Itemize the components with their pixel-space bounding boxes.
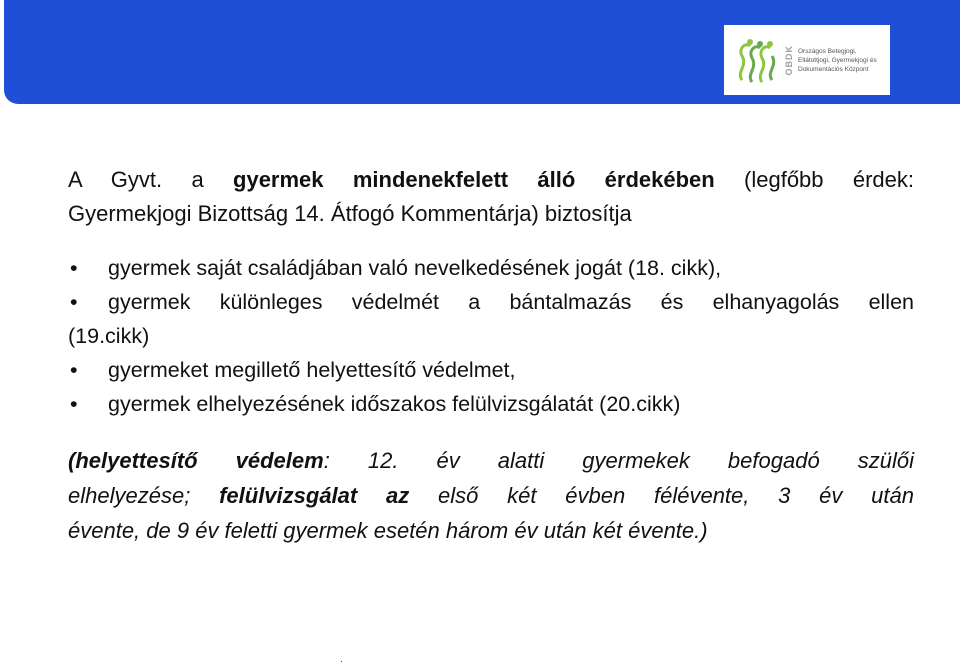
intro-line-1 [68,163,914,197]
bullet-item-3: • gyermeket megillető helyettesítő védelmet, [68,353,914,387]
logo-line-1: Országos Betegjogi, [798,47,857,55]
note-paragraph [68,443,914,548]
logo [724,25,890,95]
intro-line-2: Gyermekjogi Bizottság 14. Átfogó Kommentárja) biztosítja [68,201,632,226]
bullet-item-1: • gyermek saját családjában való nevelkedésének jogát (18. cikk), [68,251,914,285]
note-bold-1: (helyettesítő védelem [68,448,324,473]
slide-content [68,163,914,548]
logo-line-2: Ellátottjogi, Gyermekjogi és [798,56,877,64]
footer-mark: . [340,654,343,665]
note-line-1 [68,443,914,478]
intro-text-c: (legfőbb érdek: [714,167,914,192]
note-line-2 [68,478,914,513]
note-bold-2: felülvizsgálat az [219,483,410,508]
bullet-list [68,251,914,421]
bullet-item-2: • gyermek különleges védelmét a bántalmazás és elhanyagolás ellen [68,285,914,319]
note-text-1: : 12. év alatti gyermekek befogadó szülői [323,448,914,473]
bullet-item-2-continued: (19.cikk) [68,324,150,348]
intro-bold: gyermek mindenekfelett álló érdekében [233,167,715,192]
intro-text-a: A Gyvt. a [68,167,234,192]
note-text-2c: első két évben félévente, 3 év után [409,483,914,508]
logo-text [798,47,877,74]
logo-figures-icon [734,32,782,88]
bullet-item-4: • gyermek elhelyezésének időszakos felülvizsgálatát (20.cikk) [68,387,914,421]
header-banner [4,0,960,104]
logo-line-3: Dokumentációs Központ [798,65,869,73]
note-line-3: évente, de 9 év feletti gyermek esetén három év után két évente.) [68,518,708,543]
logo-acronym: OBDK [784,44,794,76]
note-text-2a: elhelyezése; [68,483,220,508]
